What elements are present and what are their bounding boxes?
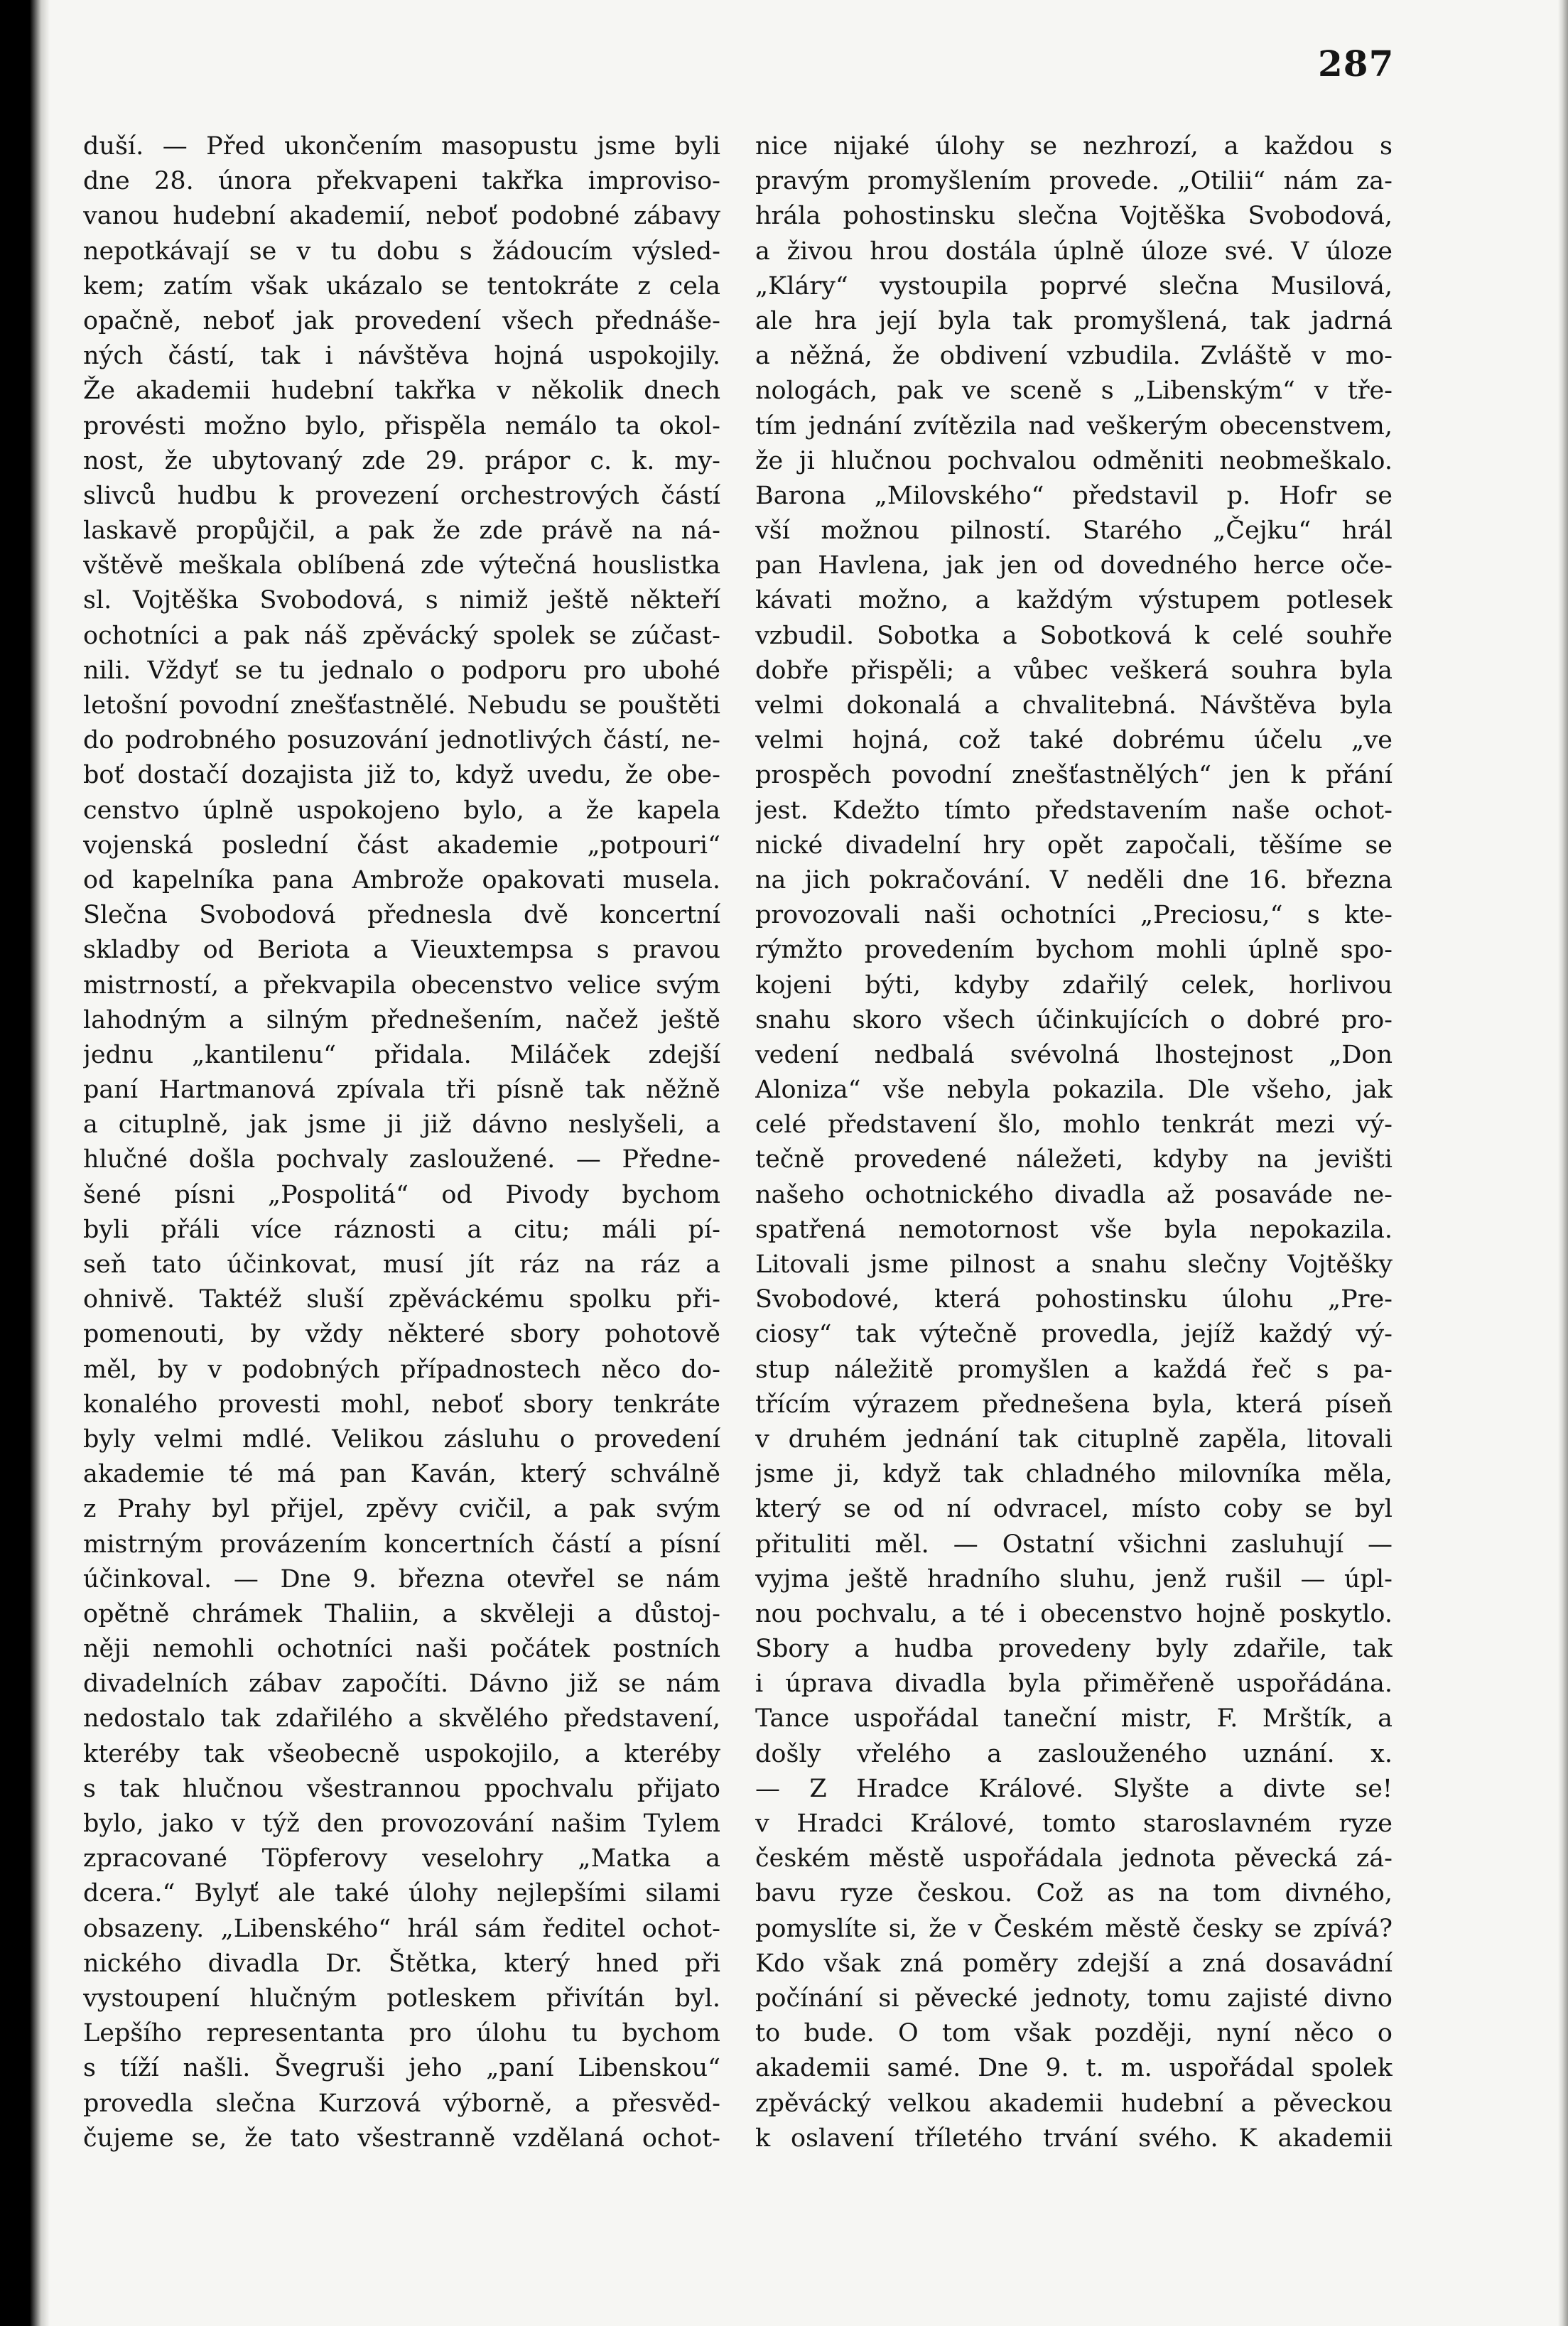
page-number: 287 [1318, 43, 1395, 85]
text-line: celé představení šlo, mohlo tenkrát mezi vý- [755, 1110, 1393, 1140]
text-line: „Kláry“ vystoupila poprvé slečna Musilová, [755, 271, 1393, 301]
text-line: jsme ji, když tak chladného milovníka měla, [755, 1460, 1393, 1489]
text-line: ochotníci a pak náš zpěvácký spolek se zúčast- [83, 621, 720, 650]
text-line: nice nijaké úlohy se nezhrozí, a každou s [755, 132, 1393, 161]
text-line: z Prahy byl přijel, zpěvy cvičil, a pak svým [83, 1495, 720, 1524]
text-line: — Z Hradce Králové. Slyšte a divte se! [755, 1774, 1393, 1803]
text-line: provozovali naši ochotníci „Preciosu,“ s kte- [755, 901, 1393, 930]
text-line: Kdo však zná poměry zdejší a zná dosavádní [755, 1949, 1393, 1978]
text-line: k oslavení tříletého trvání svého. K akademii [755, 2124, 1393, 2153]
text-line: nické divadelní hry opět započali, těšíme se [755, 831, 1393, 860]
text-line: velmi dokonalá a chvalitebná. Návštěva byla [755, 691, 1393, 720]
text-line: i úprava divadla byla přiměřeně uspořádána. [755, 1670, 1393, 1699]
text-line: ohnivě. Taktéž sluší zpěváckému spolku při- [83, 1285, 720, 1314]
text-line: vzbudil. Sobotka a Sobotková k celé souhře [755, 621, 1393, 650]
text-line: bavu ryze českou. Což as na tom divného, [755, 1879, 1393, 1908]
text-line: s tak hlučnou všestrannou ppochvalu přijato [83, 1774, 720, 1803]
text-line: ciosy“ tak výtečně provedla, jejíž každý vý- [755, 1320, 1393, 1349]
text-line: akademie té má pan Kaván, který schválně [83, 1460, 720, 1489]
text-line: pan Havlena, jak jen od dovedného herce oče- [755, 551, 1393, 580]
text-line: Aloniza“ vše nebyla pokazila. Dle všeho, jak [755, 1076, 1393, 1105]
text-line: spatřená nemotornost vše byla nepokazila. [755, 1215, 1393, 1244]
text-line: nedostalo tak zdařilého a skvělého představení, [83, 1704, 720, 1733]
text-line: došly vřelého a zaslouženého uznání. x. [755, 1739, 1393, 1768]
text-line: pomyslíte si, že v Českém městě česky se zpívá? [755, 1914, 1393, 1943]
text-line: Že akademii hudební takřka v několik dnech [83, 377, 720, 406]
text-line: od kapelníka pana Ambrože opakovati musela. [83, 865, 720, 894]
text-line: opačně, neboť jak provedení všech přednáše- [83, 306, 720, 335]
text-line: kávati možno, a každým výstupem potlesek [755, 586, 1393, 615]
text-line: hlučné došla pochvaly zasloužené. — Předne- [83, 1145, 720, 1174]
text-line: ale hra její byla tak promyšlená, tak jadrná [755, 306, 1393, 335]
text-line: sl. Vojtěška Svobodová, s nimiž ještě někteří [83, 586, 720, 615]
text-line: přituliti měl. — Ostatní všichni zasluhují — [755, 1530, 1393, 1559]
text-line: vyjma ještě hradního sluhu, jenž rušil — úpl- [755, 1564, 1393, 1594]
text-line: třícím výrazem přednešena byla, která píseň [755, 1390, 1393, 1419]
text-line: našeho ochotnického divadla až posaváde ne- [755, 1180, 1393, 1209]
text-line: nického divadla Dr. Štětka, který hned při [83, 1949, 720, 1978]
text-line: vanou hudební akademií, neboť podobné zábavy [83, 202, 720, 231]
text-line: dcera.“ Bylyť ale také úlohy nejlepšími silami [83, 1879, 720, 1908]
text-line: akademii samé. Dne 9. t. m. uspořádal spolek [755, 2054, 1393, 2083]
text-line: mistrným provázením koncertních částí a písní [83, 1530, 720, 1559]
text-line: dobře přispěli; a vůbec veškerá souhra byla [755, 656, 1393, 685]
text-line: snahu skoro všech účinkujících o dobré pro- [755, 1005, 1393, 1034]
text-line: seň tato účinkovat, musí jít ráz na ráz a [83, 1250, 720, 1279]
text-line: vojenská poslední část akademie „potpouri“ [83, 831, 720, 860]
text-line: obsazeny. „Libenského“ hrál sám ředitel ochot- [83, 1914, 720, 1943]
text-line: nepotkávají se v tu dobu s žádoucím výsled- [83, 237, 720, 266]
text-line: slivců hudbu k provezení orchestrových částí [83, 481, 720, 510]
text-line: Litovali jsme pilnost a snahu slečny Vojtěšky [755, 1250, 1393, 1279]
text-line: a něžná, že obdivení vzbudila. Zvláště v mo- [755, 342, 1393, 371]
text-line: tím jednání zvítězila nad veškerým obecenstvem, [755, 411, 1393, 440]
text-line: Lepšího representanta pro úlohu tu bychom [83, 2019, 720, 2048]
text-line: účinkoval. — Dne 9. března otevřel se nám [83, 1564, 720, 1594]
text-line: lahodným a silným přednešením, načež ještě [83, 1005, 720, 1034]
text-line: Barona „Milovského“ představil p. Hofr se [755, 481, 1393, 510]
text-line: pravým promyšlením provede. „Otilii“ nám za- [755, 167, 1393, 196]
text-line: opětně chrámek Thaliin, a skvěleji a důstoj- [83, 1599, 720, 1628]
text-line: že ji hlučnou pochvalou odměniti neobmeškalo. [755, 446, 1393, 475]
text-line: provedla slečna Kurzová výborně, a přesvěd- [83, 2089, 720, 2118]
text-line: konalého provesti mohl, neboť sbory tenkráte [83, 1390, 720, 1419]
text-line: nili. Vždyť se tu jednalo o podporu pro ubohé [83, 656, 720, 685]
text-line: měl, by v podobných případnostech něco do- [83, 1355, 720, 1384]
text-line: nost, že ubytovaný zde 29. prápor c. k. my- [83, 446, 720, 475]
text-line: provésti možno bylo, přispěla nemálo ta okol- [83, 411, 720, 440]
text-line: zpracované Töpferovy veselohry „Matka a [83, 1844, 720, 1873]
text-line: stup náležitě promyšlen a každá řeč s pa- [755, 1355, 1393, 1384]
text-line: českém městě uspořádala jednota pěvecká zá- [755, 1844, 1393, 1873]
text-line: vedení nedbalá svévolná lhostejnost „Don [755, 1040, 1393, 1069]
text-line: to bude. O tom však později, nyní něco o [755, 2019, 1393, 2048]
text-line: hrála pohostinsku slečna Vojtěška Svobodová, [755, 202, 1393, 231]
text-column-right [755, 129, 1393, 2156]
text-line: šené písni „Pospolitá“ od Pivody bychom [83, 1180, 720, 1209]
text-line: nou pochvalu, a té i obecenstvo hojně poskytlo. [755, 1599, 1393, 1628]
text-line: něji nemohli ochotníci naši počátek postních [83, 1635, 720, 1664]
text-line: byli přáli více ráznosti a citu; máli pí- [83, 1215, 720, 1244]
text-line: v Hradci Králové, tomto staroslavném ryze [755, 1810, 1393, 1838]
text-line: kojeni býti, kdyby zdařilý celek, horlivou [755, 970, 1393, 1000]
text-line: mistrností, a překvapila obecenstvo velice svým [83, 970, 720, 1000]
text-line: a živou hrou dostála úplně úloze své. V úloze [755, 237, 1393, 266]
text-line: velmi hojná, což také dobrému účelu „ve [755, 726, 1393, 755]
binding-shadow [0, 0, 50, 2326]
text-line: čujeme se, že tato všestranně vzdělaná ochot- [83, 2124, 720, 2153]
text-line: vštěvě meškala oblíbená zde výtečná houslistka [83, 551, 720, 580]
text-line: Svobodové, která pohostinsku úlohu „Pre- [755, 1285, 1393, 1314]
text-line: jest. Kdežto tímto představením naše ochot- [755, 796, 1393, 825]
text-line: prospěch povodní znešťastnělých“ jen k přání [755, 761, 1393, 790]
text-line: kem; zatím však ukázalo se tentokráte z cela [83, 271, 720, 301]
text-line: censtvo úplně uspokojeno bylo, a že kapela [83, 796, 720, 825]
text-line: duší. — Před ukončením masopustu jsme byli [83, 132, 720, 161]
text-line: letošní povodní znešťastnělé. Nebudu se pouštěti [83, 691, 720, 720]
text-line: s tíží našli. Švegruši jeho „paní Libenskou“ [83, 2054, 720, 2083]
text-line: rýmžto provedením bychom mohli úplně spo- [755, 936, 1393, 965]
text-line: kteréby tak všeobecně uspokojilo, a kteréby [83, 1739, 720, 1768]
text-line: který se od ní odvracel, místo coby se byl [755, 1495, 1393, 1524]
text-line: Slečna Svobodová přednesla dvě koncertní [83, 901, 720, 930]
text-line: Tance uspořádal taneční mistr, F. Mrštík, a [755, 1704, 1393, 1733]
text-line: nologách, pak ve sceně s „Libenským“ v tře- [755, 377, 1393, 406]
text-line: jednu „kantilenu“ přidala. Miláček zdejší [83, 1040, 720, 1069]
text-line: divadelních zábav započíti. Dávno již se nám [83, 1670, 720, 1699]
text-line: vystoupení hlučným potleskem přivítán byl. [83, 1984, 720, 2013]
text-line: do podrobného posuzování jednotlivých částí, ne- [83, 726, 720, 755]
text-line: ných částí, tak i návštěva hojná uspokojily. [83, 342, 720, 371]
text-line: skladby od Beriota a Vieuxtempsa s pravou [83, 936, 720, 965]
text-line: počínání si pěvecké jednoty, tomu zajisté divno [755, 1984, 1393, 2013]
text-line: vší možnou pilností. Starého „Čejku“ hrál [755, 516, 1393, 546]
text-line: a cituplně, jak jsme ji již dávno neslyšeli, a [83, 1110, 720, 1140]
page-edge [1558, 0, 1568, 2326]
text-column-left [83, 129, 720, 2156]
text-line: byly velmi mdlé. Velikou zásluhu o provedení [83, 1424, 720, 1454]
text-line: paní Hartmanová zpívala tři písně tak něžně [83, 1076, 720, 1105]
text-line: zpěvácký velkou akademii hudební a pěveckou [755, 2089, 1393, 2118]
text-line: dne 28. února překvapeni takřka improviso- [83, 167, 720, 196]
text-line: tečně provedené náležeti, kdyby na jevišti [755, 1145, 1393, 1174]
text-line: boť dostačí dozajista již to, když uvedu, že obe- [83, 761, 720, 790]
text-line: v druhém jednání tak cituplně zapěla, litovali [755, 1424, 1393, 1454]
text-line: pomenouti, by vždy některé sbory pohotově [83, 1320, 720, 1349]
text-line: laskavě propůjčil, a pak že zde právě na ná- [83, 516, 720, 546]
text-line: na jich pokračování. V neděli dne 16. března [755, 865, 1393, 894]
text-line: Sbory a hudba provedeny byly zdařile, tak [755, 1635, 1393, 1664]
text-line: bylo, jako v týž den provozování našim Tylem [83, 1810, 720, 1838]
